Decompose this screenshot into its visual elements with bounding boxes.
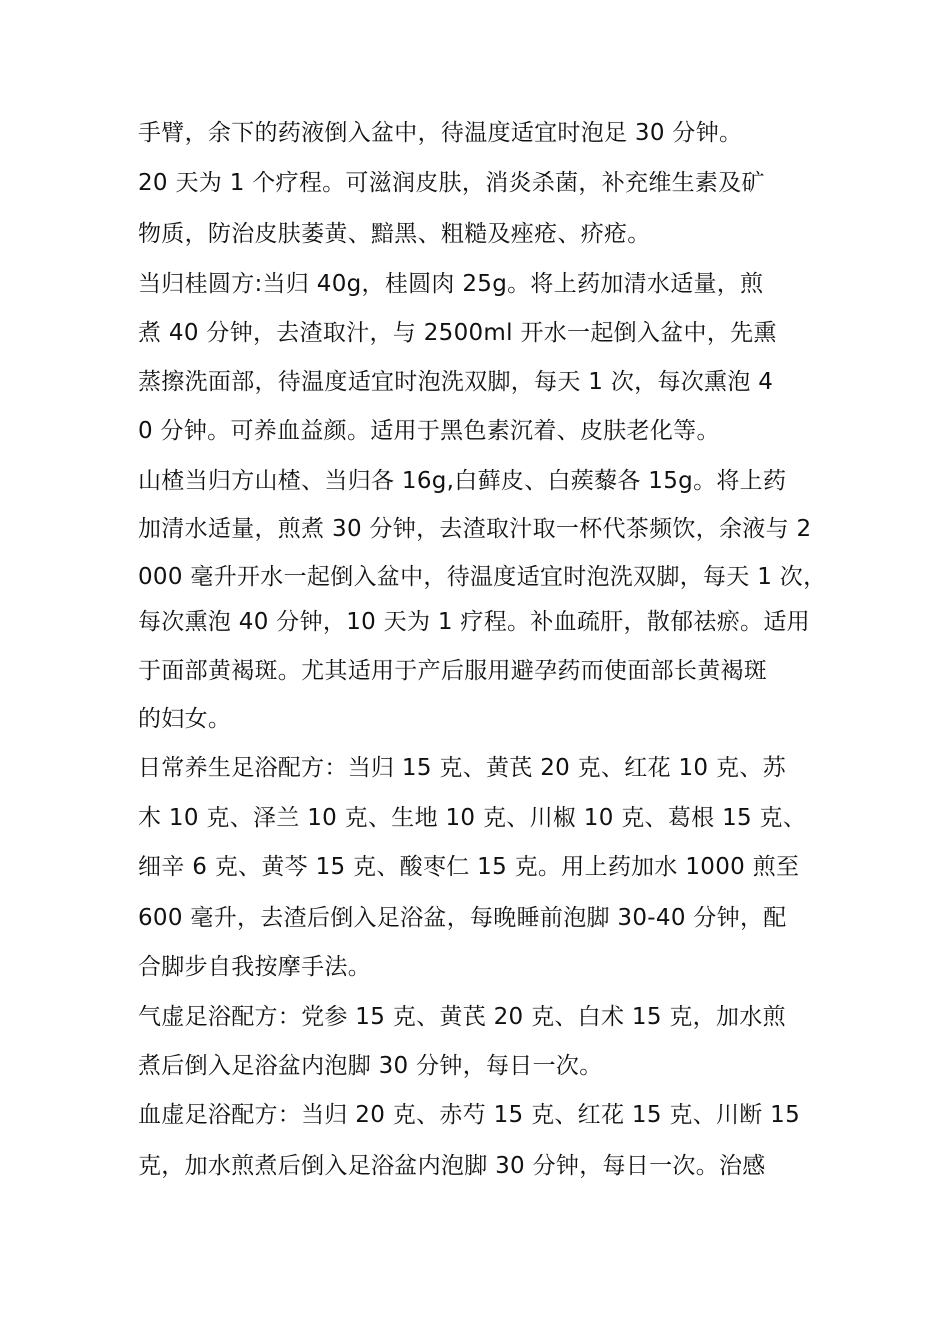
- text-line: 000 毫升开水一起倒入盆中，待温度适宜时泡洗双脚，每天 1 次，: [138, 564, 827, 590]
- text-line: 的妇女。: [138, 706, 232, 732]
- text-line: 600 毫升，去渣后倒入足浴盆，每晚睡前泡脚 30-40 分钟，配: [138, 905, 787, 931]
- text-line: 蒸擦洗面部，待温度适宜时泡洗双脚，每天 1 次，每次熏泡 4: [138, 369, 774, 395]
- text-line: 于面部黄褐斑。尤其适用于产后服用避孕药而使面部长黄褐斑: [138, 658, 768, 684]
- text-line: 每次熏泡 40 分钟，10 天为 1 疗程。补血疏肝，散郁祛瘀。适用: [138, 609, 810, 635]
- text-line: 物质，防治皮肤萎黄、黯黑、粗糙及痤疮、疥疮。: [138, 221, 651, 247]
- text-line: 血虚足浴配方：当归 20 克、赤芍 15 克、红花 15 克、川断 15: [138, 1102, 801, 1128]
- text-line: 气虚足浴配方：党参 15 克、黄芪 20 克、白术 15 克，加水煎: [138, 1004, 786, 1030]
- text-line: 日常养生足浴配方：当归 15 克、黄芪 20 克、红花 10 克、苏: [138, 755, 786, 781]
- text-line: 木 10 克、泽兰 10 克、生地 10 克、川椒 10 克、葛根 15 克、: [138, 805, 807, 831]
- text-line: 合脚步自我按摩手法。: [138, 954, 371, 980]
- text-line: 克，加水煎煮后倒入足浴盆内泡脚 30 分钟，每日一次。治感: [138, 1153, 766, 1179]
- text-line: 煮 40 分钟，去渣取汁，与 2500ml 开水一起倒入盆中，先熏: [138, 320, 777, 346]
- text-line: 手臂，余下的药液倒入盆中，待温度适宜时泡足 30 分钟。: [138, 120, 743, 146]
- text-line: 0 分钟。可养血益颜。适用于黑色素沉着、皮肤老化等。: [138, 418, 720, 444]
- text-line: 山楂当归方山楂、当归各 16g,白藓皮、白蒺藜各 15g。将上药: [138, 468, 787, 494]
- text-line: 煮后倒入足浴盆内泡脚 30 分钟，每日一次。: [138, 1053, 603, 1079]
- text-line: 细辛 6 克、黄芩 15 克、酸枣仁 15 克。用上药加水 1000 煎至: [138, 854, 800, 880]
- text-line: 加清水适量，煎煮 30 分钟，去渣取汁取一杯代茶频饮，余液与 2: [138, 516, 812, 542]
- text-line: 20 天为 1 个疗程。可滋润皮肤，消炎杀菌，补充维生素及矿: [138, 170, 765, 196]
- text-line: 当归桂圆方:当归 40g，桂圆肉 25g。将上药加清水适量，煎: [138, 271, 764, 297]
